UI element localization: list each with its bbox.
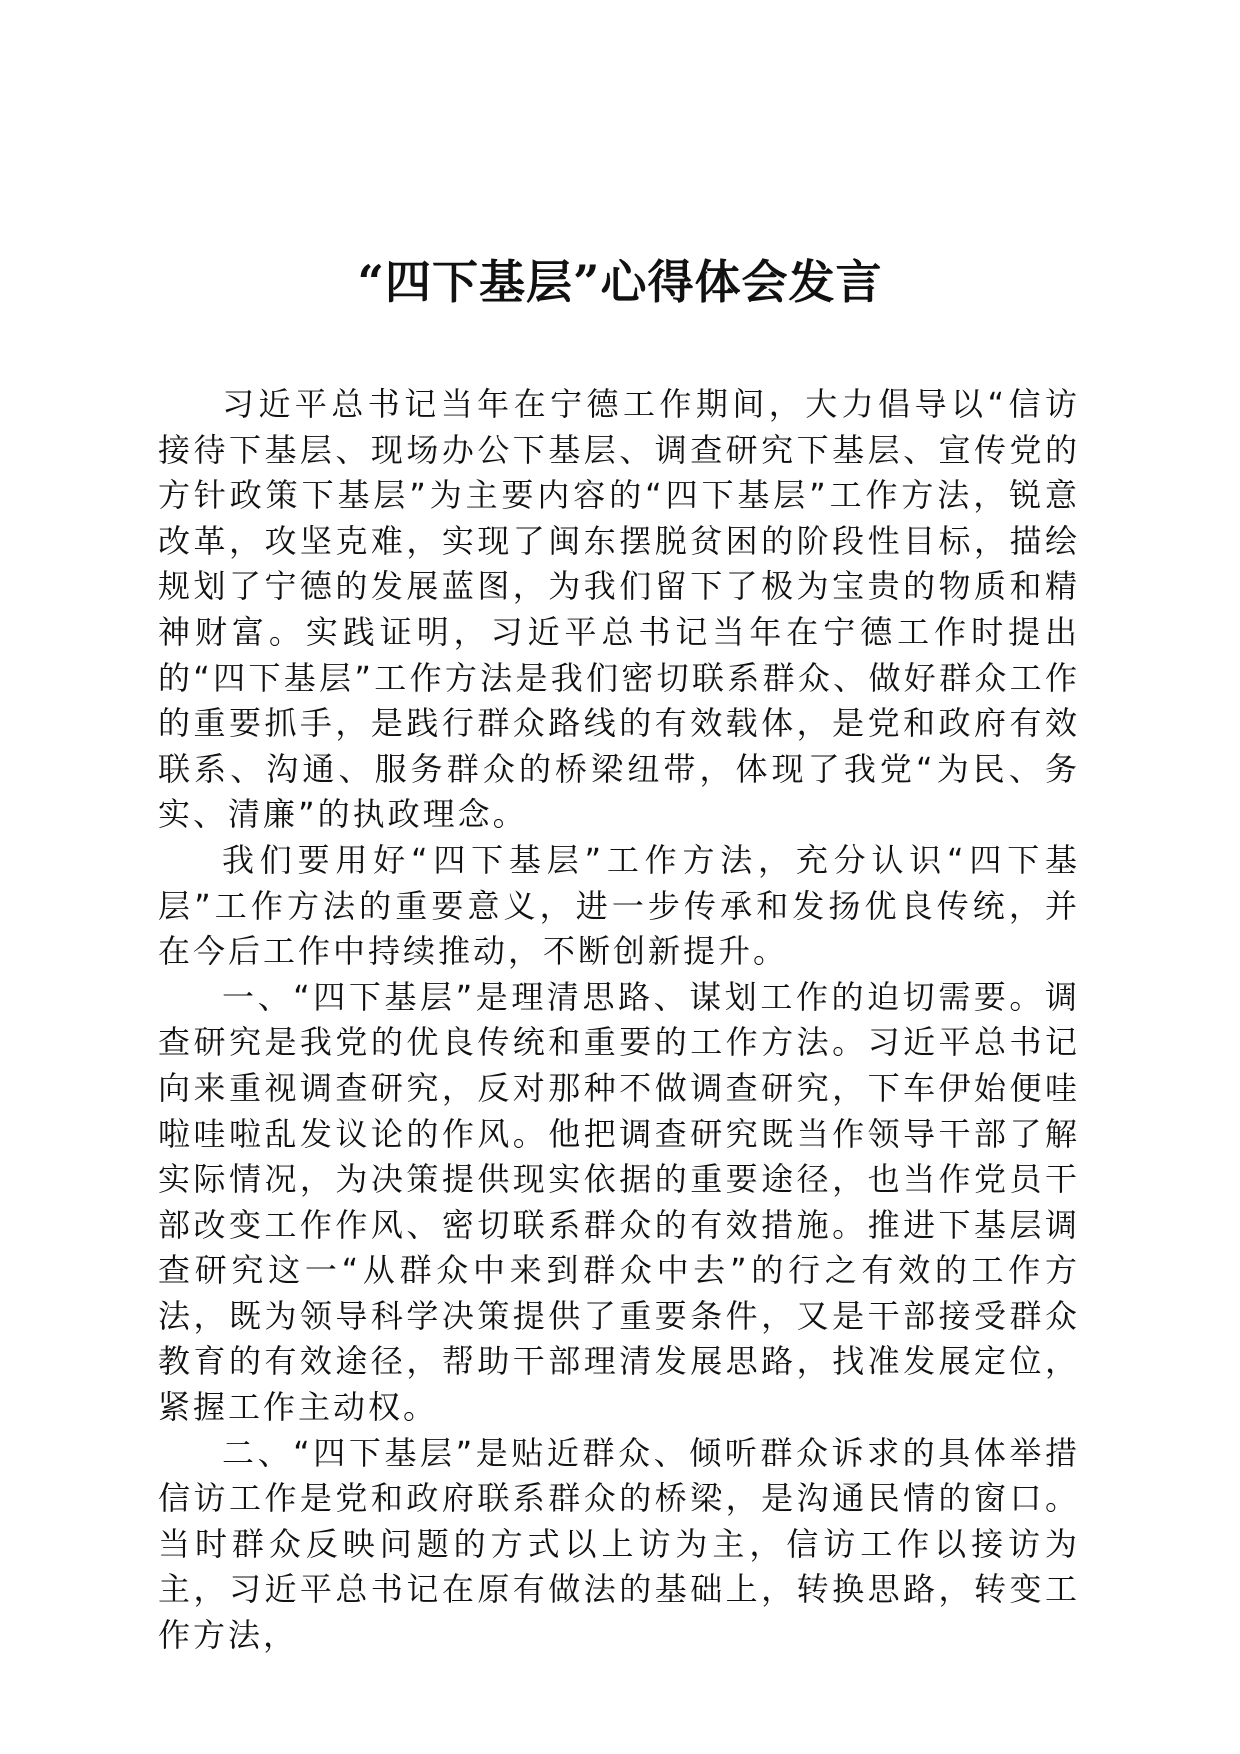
paragraph-method: 我们要用好“四下基层”工作方法，充分认识“四下基层”工作方法的重要意义，进一步传承和发扬优良传统，并在今后工作中持续推动，不断创新提升。 (158, 840, 1080, 971)
page-title: “四下基层”心得体会发言 (357, 255, 883, 309)
document-body (158, 382, 1080, 1659)
paragraph-point-two: 二、“四下基层”是贴近群众、倾听群众诉求的具体举措信访工作是党和政府联系群众的桥梁，是沟通民情的窗口。当时群众反映问题的方式以上访为主，信访工作以接访为主，习近平总书记在原有做法的基础上，转换思路，转变工作方法， (158, 1433, 1080, 1655)
paragraph-intro: 习近平总书记当年在宁德工作期间，大力倡导以“信访接待下基层、现场办公下基层、调查研究下基层、宣传党的方针政策下基层”为主要内容的“四下基层”工作方法，锐意改革，攻坚克难，实现了闽东摆脱贫困的阶段性目标，描绘规划了宁德的发展蓝图，为我们留下了极为宝贵的物质和精神财富。实践证明，习近平总书记当年在宁德工作时提出的“四下基层”工作方法是我们密切联系群众、做好群众工作的重要抓手，是践行群众路线的有效载体，是党和政府有效联系、沟通、服务群众的桥梁纽带，体现了我党“为民、务实、清廉”的执政理念。 (158, 385, 1080, 834)
paragraph-point-one: 一、“四下基层”是理清思路、谋划工作的迫切需要。调查研究是我党的优良传统和重要的工作方法。习近平总书记向来重视调查研究，反对那种不做调查研究，下车伊始便哇啦哇啦乱发议论的作风。他把调查研究既当作领导干部了解实际情况，为决策提供现实依据的重要途径，也当作党员干部改变工作作风、密切联系群众的有效措施。推进下基层调查研究这一“从群众中来到群众中去”的行之有效的工作方法，既为领导科学决策提供了重要条件，又是干部接受群众教育的有效途径，帮助干部理清发展思路，找准发展定位，紧握工作主动权。 (158, 977, 1080, 1427)
